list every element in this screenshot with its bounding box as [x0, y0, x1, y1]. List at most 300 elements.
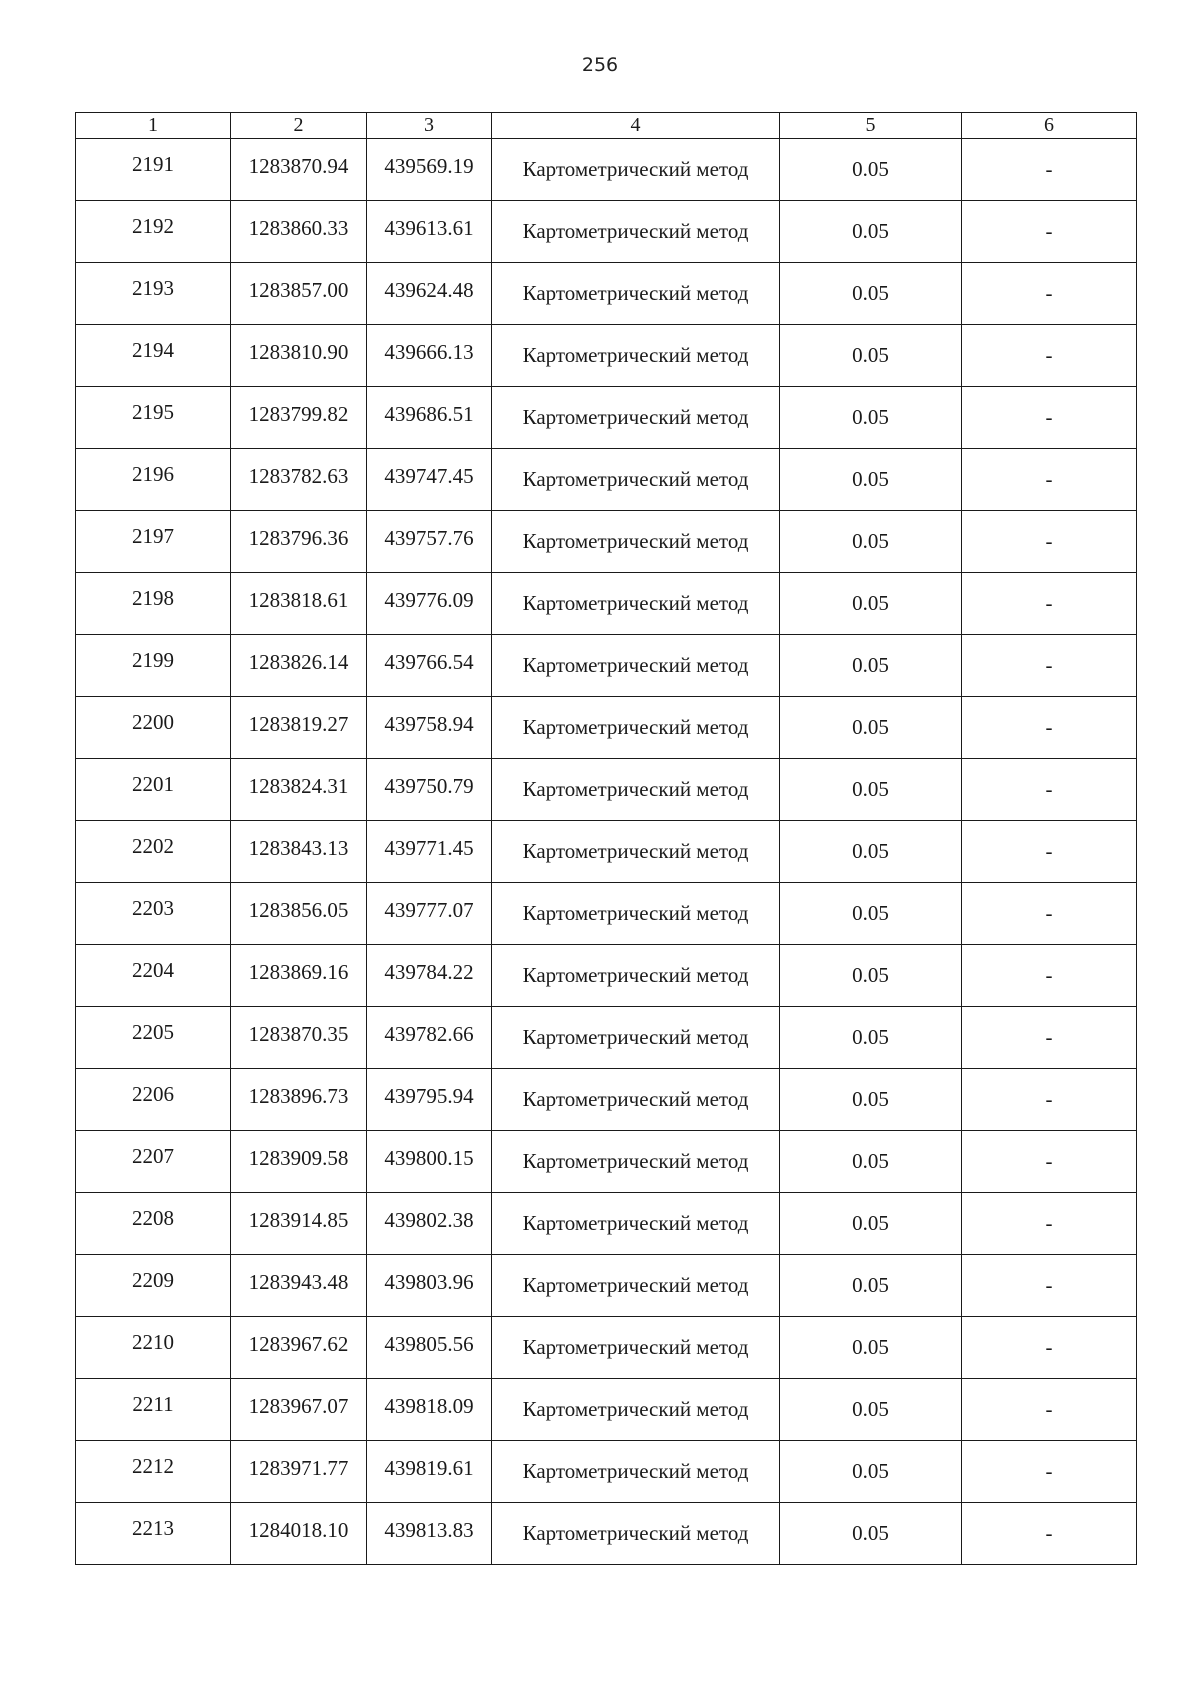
coordinate-y-text: 439766.54 [384, 650, 474, 674]
cell-accuracy [780, 1131, 962, 1193]
cell-note [962, 1131, 1137, 1193]
accuracy-text: 0.05 [852, 1521, 889, 1545]
cell-coordinate-y [367, 1131, 492, 1193]
accuracy-text: 0.05 [852, 777, 889, 801]
table-row [76, 263, 1137, 325]
cell-accuracy [780, 1503, 962, 1565]
cell-method [492, 387, 780, 449]
cell-coordinate-y [367, 139, 492, 201]
accuracy-text: 0.05 [852, 281, 889, 305]
point-number-text: 2191 [132, 152, 174, 176]
table-row [76, 325, 1137, 387]
coordinate-y-text: 439800.15 [384, 1146, 474, 1170]
accuracy-text: 0.05 [852, 467, 889, 491]
point-number-text: 2192 [132, 214, 174, 238]
cell-method [492, 325, 780, 387]
table-row [76, 1131, 1137, 1193]
accuracy-text: 0.05 [852, 901, 889, 925]
table-row [76, 883, 1137, 945]
coordinate-x-text: 1283857.00 [248, 278, 349, 302]
table-row [76, 697, 1137, 759]
coordinate-x-text: 1283824.31 [248, 774, 349, 798]
coordinate-y-text: 439771.45 [384, 836, 474, 860]
cell-accuracy [780, 1007, 962, 1069]
cell-note [962, 1007, 1137, 1069]
cell-note [962, 449, 1137, 511]
cell-accuracy [780, 325, 962, 387]
cell-coordinate-y [367, 821, 492, 883]
method-text: Картометрический метод [522, 467, 749, 491]
accuracy-text: 0.05 [852, 839, 889, 863]
coordinate-x-text: 1283782.63 [248, 464, 349, 488]
cell-method [492, 821, 780, 883]
accuracy-text: 0.05 [852, 653, 889, 677]
cell-point-number [76, 1503, 231, 1565]
note-text: - [1045, 591, 1053, 615]
cell-coordinate-x [231, 387, 367, 449]
coordinate-y-text: 439819.61 [384, 1456, 474, 1480]
accuracy-text: 0.05 [852, 1211, 889, 1235]
table-row [76, 201, 1137, 263]
coordinate-x-text: 1283943.48 [248, 1270, 349, 1294]
accuracy-text: 0.05 [852, 963, 889, 987]
cell-point-number [76, 387, 231, 449]
cell-accuracy [780, 821, 962, 883]
note-text: - [1045, 715, 1053, 739]
cell-method [492, 263, 780, 325]
cell-coordinate-x [231, 945, 367, 1007]
cell-point-number [76, 945, 231, 1007]
point-number-text: 2208 [132, 1206, 174, 1230]
coordinate-x-text: 1283971.77 [248, 1456, 349, 1480]
header-row [76, 113, 1137, 139]
cell-coordinate-x [231, 1255, 367, 1317]
method-text: Картометрический метод [522, 1459, 749, 1483]
cell-method [492, 1255, 780, 1317]
cell-coordinate-x [231, 1007, 367, 1069]
cell-method [492, 697, 780, 759]
coordinate-x-text: 1283967.62 [248, 1332, 349, 1356]
cell-accuracy [780, 1441, 962, 1503]
table-row [76, 821, 1137, 883]
column-header-4: 4 [492, 113, 780, 139]
table-row [76, 1255, 1137, 1317]
cell-accuracy [780, 1317, 962, 1379]
cell-accuracy [780, 1069, 962, 1131]
accuracy-text: 0.05 [852, 405, 889, 429]
point-number-text: 2195 [132, 400, 174, 424]
note-text: - [1045, 1397, 1053, 1421]
cell-coordinate-y [367, 1193, 492, 1255]
cell-accuracy [780, 201, 962, 263]
coordinate-y-text: 439666.13 [384, 340, 474, 364]
cell-method [492, 1007, 780, 1069]
note-text: - [1045, 1335, 1053, 1359]
cell-note [962, 821, 1137, 883]
coordinate-x-text: 1283870.94 [248, 154, 349, 178]
method-text: Картометрический метод [522, 1025, 749, 1049]
accuracy-text: 0.05 [852, 343, 889, 367]
point-number-text: 2204 [132, 958, 174, 982]
cell-point-number [76, 1193, 231, 1255]
point-number-text: 2197 [132, 524, 174, 548]
table-row [76, 1379, 1137, 1441]
coordinate-x-text: 1283967.07 [248, 1394, 349, 1418]
point-number-text: 2193 [132, 276, 174, 300]
method-text: Картометрический метод [522, 219, 749, 243]
coordinate-y-text: 439776.09 [384, 588, 474, 612]
method-text: Картометрический метод [522, 281, 749, 305]
cell-point-number [76, 201, 231, 263]
point-number-text: 2211 [132, 1392, 174, 1416]
table-body [76, 139, 1137, 1565]
cell-note [962, 511, 1137, 573]
method-text: Картометрический метод [522, 1149, 749, 1173]
cell-coordinate-y [367, 1379, 492, 1441]
method-text: Картометрический метод [522, 777, 749, 801]
cell-coordinate-y [367, 1255, 492, 1317]
cell-coordinate-y [367, 1317, 492, 1379]
cell-coordinate-y [367, 325, 492, 387]
coordinate-y-text: 439818.09 [384, 1394, 474, 1418]
cell-accuracy [780, 1255, 962, 1317]
note-text: - [1045, 281, 1053, 305]
method-text: Картометрический метод [522, 405, 749, 429]
point-number-text: 2194 [132, 338, 174, 362]
cell-coordinate-x [231, 139, 367, 201]
cell-method [492, 945, 780, 1007]
cell-coordinate-x [231, 511, 367, 573]
column-header-5: 5 [780, 113, 962, 139]
cell-coordinate-x [231, 1069, 367, 1131]
coordinate-x-text: 1283818.61 [248, 588, 349, 612]
cell-coordinate-x [231, 759, 367, 821]
coordinate-y-text: 439782.66 [384, 1022, 474, 1046]
note-text: - [1045, 653, 1053, 677]
cell-method [492, 1317, 780, 1379]
method-text: Картометрический метод [522, 901, 749, 925]
cell-coordinate-y [367, 759, 492, 821]
cell-coordinate-y [367, 635, 492, 697]
table-row [76, 511, 1137, 573]
method-text: Картометрический метод [522, 715, 749, 739]
column-header-3: 3 [367, 113, 492, 139]
cell-point-number [76, 1255, 231, 1317]
cell-note [962, 1317, 1137, 1379]
coordinate-y-text: 439686.51 [384, 402, 474, 426]
coordinate-x-text: 1283909.58 [248, 1146, 349, 1170]
cell-accuracy [780, 1193, 962, 1255]
method-text: Картометрический метод [522, 591, 749, 615]
cell-note [962, 1193, 1137, 1255]
table-row [76, 1193, 1137, 1255]
cell-point-number [76, 573, 231, 635]
cell-note [962, 1255, 1137, 1317]
cell-coordinate-y [367, 1069, 492, 1131]
note-text: - [1045, 1521, 1053, 1545]
cell-point-number [76, 263, 231, 325]
coordinate-y-text: 439613.61 [384, 216, 474, 240]
coordinate-y-text: 439784.22 [384, 960, 474, 984]
cell-note [962, 635, 1137, 697]
note-text: - [1045, 777, 1053, 801]
coordinate-x-text: 1283869.16 [248, 960, 349, 984]
cell-coordinate-y [367, 883, 492, 945]
note-text: - [1045, 529, 1053, 553]
cell-point-number [76, 759, 231, 821]
cell-point-number [76, 511, 231, 573]
cell-point-number [76, 821, 231, 883]
accuracy-text: 0.05 [852, 1273, 889, 1297]
accuracy-text: 0.05 [852, 1397, 889, 1421]
cell-coordinate-x [231, 883, 367, 945]
table-row [76, 1503, 1137, 1565]
accuracy-text: 0.05 [852, 715, 889, 739]
coordinate-y-text: 439624.48 [384, 278, 474, 302]
cell-method [492, 1069, 780, 1131]
coordinate-x-text: 1283799.82 [248, 402, 349, 426]
method-text: Картометрический метод [522, 1087, 749, 1111]
point-number-text: 2209 [132, 1268, 174, 1292]
table-row [76, 759, 1137, 821]
note-text: - [1045, 405, 1053, 429]
note-text: - [1045, 1273, 1053, 1297]
cell-method [492, 759, 780, 821]
cell-note [962, 759, 1137, 821]
cell-coordinate-x [231, 573, 367, 635]
cell-coordinate-x [231, 1441, 367, 1503]
cell-coordinate-x [231, 1379, 367, 1441]
cell-coordinate-x [231, 263, 367, 325]
coordinate-y-text: 439758.94 [384, 712, 474, 736]
cell-method [492, 201, 780, 263]
note-text: - [1045, 219, 1053, 243]
table-row [76, 635, 1137, 697]
point-number-text: 2199 [132, 648, 174, 672]
cell-accuracy [780, 945, 962, 1007]
cell-note [962, 1503, 1137, 1565]
accuracy-text: 0.05 [852, 219, 889, 243]
coordinate-x-text: 1283796.36 [248, 526, 349, 550]
cell-accuracy [780, 139, 962, 201]
note-text: - [1045, 1459, 1053, 1483]
cell-coordinate-y [367, 449, 492, 511]
note-text: - [1045, 467, 1053, 491]
coordinate-y-text: 439777.07 [384, 898, 474, 922]
cell-coordinate-x [231, 201, 367, 263]
point-number-text: 2196 [132, 462, 174, 486]
point-number-text: 2200 [132, 710, 174, 734]
cell-method [492, 573, 780, 635]
table-row [76, 1317, 1137, 1379]
coordinate-y-text: 439747.45 [384, 464, 474, 488]
cell-coordinate-y [367, 1441, 492, 1503]
cell-coordinate-y [367, 511, 492, 573]
coordinate-x-text: 1283856.05 [248, 898, 349, 922]
method-text: Картометрический метод [522, 963, 749, 987]
accuracy-text: 0.05 [852, 1025, 889, 1049]
method-text: Картометрический метод [522, 839, 749, 863]
cell-coordinate-x [231, 821, 367, 883]
table-row [76, 1007, 1137, 1069]
note-text: - [1045, 963, 1053, 987]
cell-coordinate-x [231, 449, 367, 511]
coordinate-y-text: 439802.38 [384, 1208, 474, 1232]
accuracy-text: 0.05 [852, 591, 889, 615]
cell-point-number [76, 325, 231, 387]
cell-method [492, 1131, 780, 1193]
cell-coordinate-y [367, 1007, 492, 1069]
point-number-text: 2206 [132, 1082, 174, 1106]
method-text: Картометрический метод [522, 1211, 749, 1235]
cell-coordinate-x [231, 1131, 367, 1193]
point-number-text: 2205 [132, 1020, 174, 1044]
coordinates-table [75, 112, 1137, 1565]
cell-method [492, 1503, 780, 1565]
cell-note [962, 945, 1137, 1007]
cell-coordinate-x [231, 635, 367, 697]
cell-point-number [76, 139, 231, 201]
cell-method [492, 635, 780, 697]
table-row [76, 1069, 1137, 1131]
cell-coordinate-x [231, 1503, 367, 1565]
table-row [76, 139, 1137, 201]
cell-coordinate-x [231, 325, 367, 387]
cell-accuracy [780, 883, 962, 945]
method-text: Картометрический метод [522, 529, 749, 553]
method-text: Картометрический метод [522, 157, 749, 181]
accuracy-text: 0.05 [852, 529, 889, 553]
coordinate-x-text: 1284018.10 [248, 1518, 349, 1542]
cell-accuracy [780, 449, 962, 511]
cell-method [492, 1441, 780, 1503]
cell-coordinate-x [231, 697, 367, 759]
accuracy-text: 0.05 [852, 157, 889, 181]
cell-coordinate-y [367, 1503, 492, 1565]
cell-point-number [76, 1379, 231, 1441]
point-number-text: 2210 [132, 1330, 174, 1354]
accuracy-text: 0.05 [852, 1335, 889, 1359]
cell-method [492, 139, 780, 201]
page-number: 256 [581, 54, 619, 76]
cell-method [492, 883, 780, 945]
note-text: - [1045, 839, 1053, 863]
point-number-text: 2213 [132, 1516, 174, 1540]
coordinate-y-text: 439795.94 [384, 1084, 474, 1108]
point-number-text: 2207 [132, 1144, 174, 1168]
cell-method [492, 511, 780, 573]
cell-note [962, 325, 1137, 387]
cell-accuracy [780, 697, 962, 759]
coordinate-y-text: 439803.96 [384, 1270, 474, 1294]
cell-coordinate-y [367, 201, 492, 263]
note-text: - [1045, 157, 1053, 181]
coordinate-x-text: 1283896.73 [248, 1084, 349, 1108]
cell-point-number [76, 1069, 231, 1131]
cell-method [492, 1379, 780, 1441]
cell-note [962, 201, 1137, 263]
note-text: - [1045, 1025, 1053, 1049]
table-row [76, 449, 1137, 511]
table-row [76, 573, 1137, 635]
note-text: - [1045, 343, 1053, 367]
cell-point-number [76, 449, 231, 511]
cell-accuracy [780, 511, 962, 573]
coordinate-x-text: 1283914.85 [248, 1208, 349, 1232]
accuracy-text: 0.05 [852, 1087, 889, 1111]
table-row [76, 945, 1137, 1007]
cell-method [492, 1193, 780, 1255]
cell-point-number [76, 697, 231, 759]
cell-note [962, 697, 1137, 759]
note-text: - [1045, 901, 1053, 925]
point-number-text: 2201 [132, 772, 174, 796]
cell-point-number [76, 635, 231, 697]
note-text: - [1045, 1087, 1053, 1111]
method-text: Картометрический метод [522, 343, 749, 367]
method-text: Картометрический метод [522, 1521, 749, 1545]
cell-coordinate-y [367, 697, 492, 759]
accuracy-text: 0.05 [852, 1149, 889, 1173]
coordinate-y-text: 439805.56 [384, 1332, 474, 1356]
coordinate-y-text: 439750.79 [384, 774, 474, 798]
cell-coordinate-y [367, 387, 492, 449]
cell-note [962, 1069, 1137, 1131]
coordinate-x-text: 1283870.35 [248, 1022, 349, 1046]
accuracy-text: 0.05 [852, 1459, 889, 1483]
cell-method [492, 449, 780, 511]
cell-coordinate-y [367, 263, 492, 325]
cell-accuracy [780, 635, 962, 697]
cell-accuracy [780, 387, 962, 449]
coordinate-x-text: 1283826.14 [248, 650, 349, 674]
cell-accuracy [780, 759, 962, 821]
cell-point-number [76, 1441, 231, 1503]
cell-point-number [76, 1131, 231, 1193]
cell-accuracy [780, 263, 962, 325]
cell-note [962, 883, 1137, 945]
coordinate-x-text: 1283819.27 [248, 712, 349, 736]
method-text: Картометрический метод [522, 1397, 749, 1421]
cell-note [962, 139, 1137, 201]
note-text: - [1045, 1211, 1053, 1235]
column-header-6: 6 [962, 113, 1137, 139]
cell-coordinate-x [231, 1193, 367, 1255]
point-number-text: 2198 [132, 586, 174, 610]
point-number-text: 2212 [132, 1454, 174, 1478]
cell-coordinate-y [367, 945, 492, 1007]
coordinate-x-text: 1283843.13 [248, 836, 349, 860]
table-header [76, 113, 1137, 139]
point-number-text: 2202 [132, 834, 174, 858]
cell-note [962, 573, 1137, 635]
coordinate-x-text: 1283860.33 [248, 216, 349, 240]
cell-accuracy [780, 573, 962, 635]
cell-point-number [76, 1007, 231, 1069]
cell-point-number [76, 883, 231, 945]
coordinate-y-text: 439569.19 [384, 154, 474, 178]
coordinate-y-text: 439757.76 [384, 526, 474, 550]
note-text: - [1045, 1149, 1053, 1173]
method-text: Картометрический метод [522, 1273, 749, 1297]
point-number-text: 2203 [132, 896, 174, 920]
column-header-1: 1 [76, 113, 231, 139]
table-row [76, 387, 1137, 449]
cell-point-number [76, 1317, 231, 1379]
method-text: Картометрический метод [522, 653, 749, 677]
cell-note [962, 1441, 1137, 1503]
method-text: Картометрический метод [522, 1335, 749, 1359]
